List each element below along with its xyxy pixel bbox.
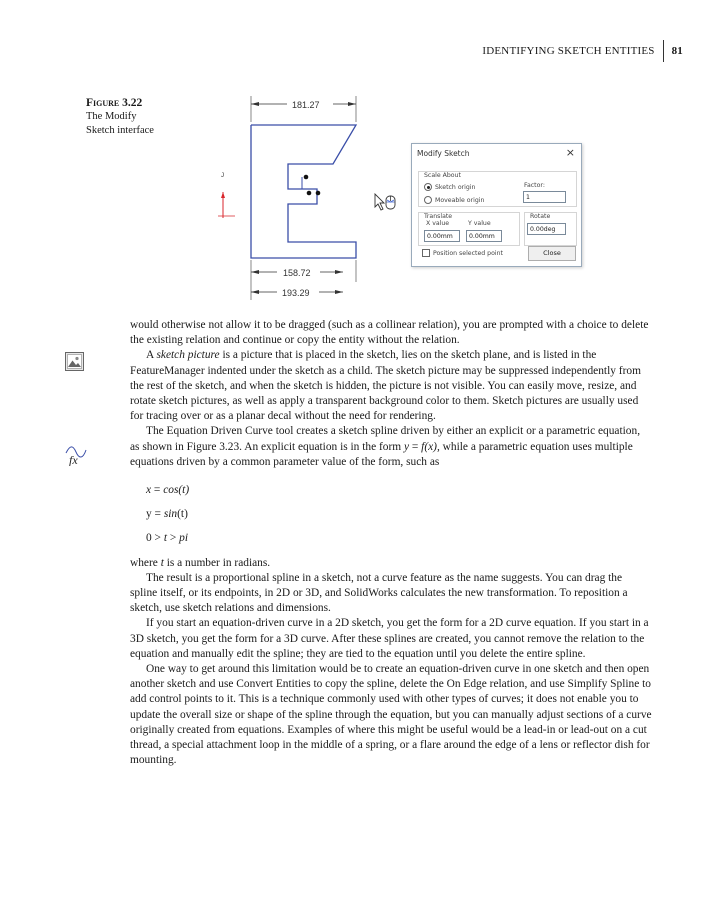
dim-mid-arrow-right	[335, 270, 343, 274]
paragraph-4: where t is a number in radians.	[130, 556, 271, 569]
paragraph-2: A sketch picture is a picture that is placed in the sketch, lies on the sketch plane, and is listed in the FeatureManager indented under the sketch as a child. The sketch picture may be suppressed independently from the rest of the sketch, and when the sketch is hidden, the picture is not visible. You can easily move, resize, and rotate sketch pictures, as well as apply a transparent background color to them. Sketch pictures are usually used for tracing over or as a planar decal without the need for rendering.	[130, 349, 641, 423]
figure-label: Figure 3.22	[86, 97, 143, 109]
paragraph-6: If you start an equation-driven curve in a 2D sketch, you get the form for a 2D curve equation. If you start in a 3D sketch, you get the form for a 3D curve. After these splines are created, you cannot remove the relation to the equation and manually edit the spline; they are tied to the equation until you delete the entire spline.	[130, 617, 649, 660]
caption-line-1: The Modify	[86, 111, 137, 122]
rotate-label: Rotate	[530, 213, 551, 220]
equation-curve-icon	[64, 444, 88, 466]
paragraph-1: would otherwise not allow it to be dragged (such as a collinear relation), you are prompted with a choice to delete the existing relation and continue or copy the entity without the relation.	[130, 319, 649, 347]
moveable-origin-label: Moveable origin	[435, 197, 485, 204]
dim-top-label: 181.27	[292, 100, 320, 110]
factor-label: Factor:	[524, 182, 545, 189]
figure-caption	[86, 96, 176, 138]
dim-top-arrow-left	[251, 102, 259, 106]
dim-bottom-label: 193.29	[282, 288, 310, 298]
modify-sketch-dialog	[411, 143, 582, 267]
rotate-input[interactable]: 0.00deg	[527, 223, 566, 235]
close-button[interactable]: Close	[528, 246, 576, 261]
dialog-title: Modify Sketch	[417, 149, 470, 158]
dim-mid-arrow-left	[251, 270, 259, 274]
position-selected-point-label: Position selected point	[433, 250, 503, 257]
sketch-point-2	[307, 191, 312, 196]
fx-glyph: fx	[69, 453, 78, 466]
x-value-label: X value	[426, 220, 450, 227]
moveable-origin-radio[interactable]	[424, 196, 432, 204]
axis-label: J	[221, 173, 224, 179]
translate-label: Translate	[424, 213, 453, 220]
dim-bottom-arrow-left	[251, 290, 259, 294]
factor-input[interactable]: 1	[523, 191, 566, 203]
page-number: 81	[671, 45, 683, 57]
y-value-label: Y value	[468, 220, 491, 227]
close-icon[interactable]: ×	[565, 146, 575, 159]
y-value-input[interactable]: 0.00mm	[466, 230, 502, 242]
equation-1: x = cos(t)	[146, 484, 190, 497]
equation-2: y = sin(t)	[146, 508, 188, 521]
caption-line-2: Sketch interface	[86, 125, 154, 136]
sketch-point-1	[304, 175, 309, 180]
equation-3: 0 > t > pi	[146, 532, 188, 545]
origin-arrow	[221, 192, 225, 198]
sketch-drawing	[215, 92, 375, 302]
sketch-point-3	[316, 191, 321, 196]
paragraph-5: The result is a proportional spline in a sketch, not a curve feature as the name suggests. You can drag the spline itself, or its endpoints, in 2D or 3D, and SolidWorks calculates the new transformation. To reposition a sketch, use sketch relations and dimensions.	[130, 571, 628, 615]
sketch-origin-radio[interactable]	[424, 183, 432, 191]
x-value-input[interactable]: 0.00mm	[424, 230, 460, 242]
mouse-cursor-icon	[374, 193, 398, 217]
running-header	[482, 40, 683, 62]
dim-bottom-arrow-right	[335, 290, 343, 294]
e-shape-outline	[251, 125, 356, 258]
sketch-picture-icon	[65, 352, 84, 371]
body-text	[130, 318, 652, 768]
sketch-origin-label: Sketch origin	[435, 184, 476, 191]
dim-top-arrow-right	[348, 102, 356, 106]
position-selected-point-checkbox[interactable]	[422, 249, 430, 257]
paragraph-7: One way to get around this limitation would be to create an equation-driven curve in one sketch and then open another sketch and use Convert Entities to copy the spline, delete the On Edge relation, and use Simplify Spline to add control points to it. This is a technique commonly used with other types of curves; it does not enable you to update the overall size or shape of the spline through the equation, but you can manually adjust sections of a curve originally created from equations. Examples of where this might be useful would be a lead-in or lead-out on a cut thread, a special attachment loop in the middle of a spring, or a flare around the edge of a lens or reflector dish for mounting.	[130, 663, 652, 767]
dim-mid-label: 158.72	[283, 268, 311, 278]
running-header-title: IDENTIFYING SKETCH ENTITIES	[482, 45, 655, 57]
scale-about-label: Scale About	[424, 172, 461, 179]
paragraph-3: The Equation Driven Curve tool creates a sketch spline driven by either an explicit or a parametric equation, as shown in Figure 3.23. An explicit equation is in the form y = f(x), while a parametric equation uses multiple equations driven by a common parameter value of the form, such as	[130, 425, 641, 468]
